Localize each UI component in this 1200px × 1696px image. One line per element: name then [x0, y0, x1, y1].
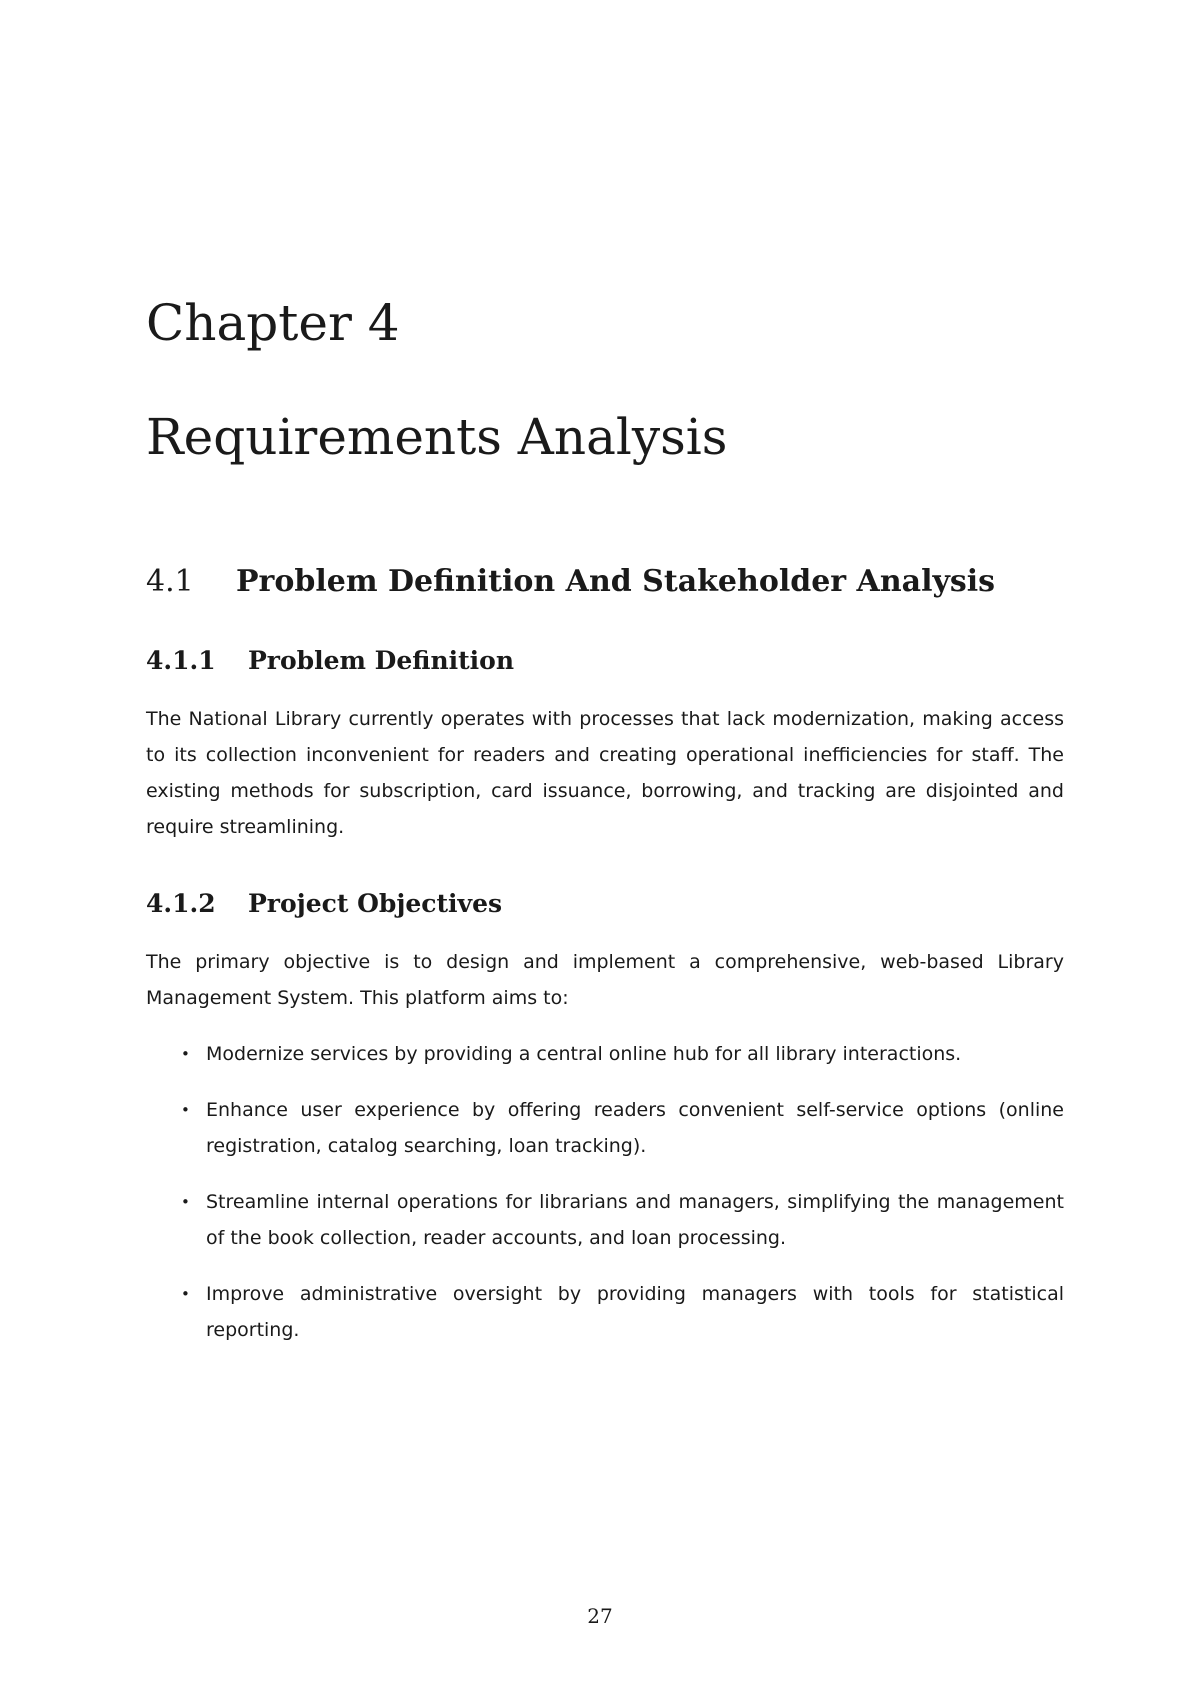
subsection-number: 4.1.2	[146, 889, 216, 918]
section-title: Problem Definition And Stakeholder Analysis	[236, 564, 996, 599]
section-heading	[146, 564, 996, 599]
subsection-number: 4.1.1	[146, 646, 216, 675]
subsection-title: Project Objectives	[248, 889, 503, 918]
bullet-icon: •	[181, 1045, 190, 1063]
subsection-heading-project-objectives	[146, 891, 502, 916]
list-item	[146, 1184, 1064, 1256]
bullet-icon: •	[181, 1101, 190, 1119]
page-number: 27	[587, 1604, 613, 1628]
list-item-text: Enhance user experience by offering readers convenient self-service options (online registration, catalog searching, loan tracking).	[206, 1099, 1064, 1157]
bullet-icon: •	[181, 1193, 190, 1211]
section-number: 4.1	[146, 564, 194, 599]
list-item-text: Improve administrative oversight by providing managers with tools for statistical reporting.	[206, 1283, 1064, 1341]
subsection-heading-problem-definition	[146, 648, 514, 673]
project-objectives-paragraph: The primary objective is to design and implement a comprehensive, web-based Library Management System. This platform aims to:	[146, 951, 1064, 1009]
subsection-title: Problem Definition	[248, 646, 515, 675]
problem-definition-paragraph: The National Library currently operates with processes that lack modernization, making access to its collection inconvenient for readers and creating operational inefficiencies for staff. The existing methods for subscription, card issuance, borrowing, and tracking are disjointed and require streamlining.	[146, 708, 1064, 838]
chapter-label: Chapter 4	[146, 294, 400, 352]
objectives-list	[146, 1036, 1064, 1368]
list-item	[146, 1092, 1064, 1164]
chapter-title: Requirements Analysis	[146, 408, 728, 466]
list-item	[146, 1276, 1064, 1348]
bullet-icon: •	[181, 1285, 190, 1303]
list-item	[146, 1036, 1064, 1072]
list-item-text: Modernize services by providing a central online hub for all library interactions.	[206, 1043, 962, 1065]
list-item-text: Streamline internal operations for librarians and managers, simplifying the management of the book collection, reader accounts, and loan processing.	[206, 1191, 1064, 1249]
